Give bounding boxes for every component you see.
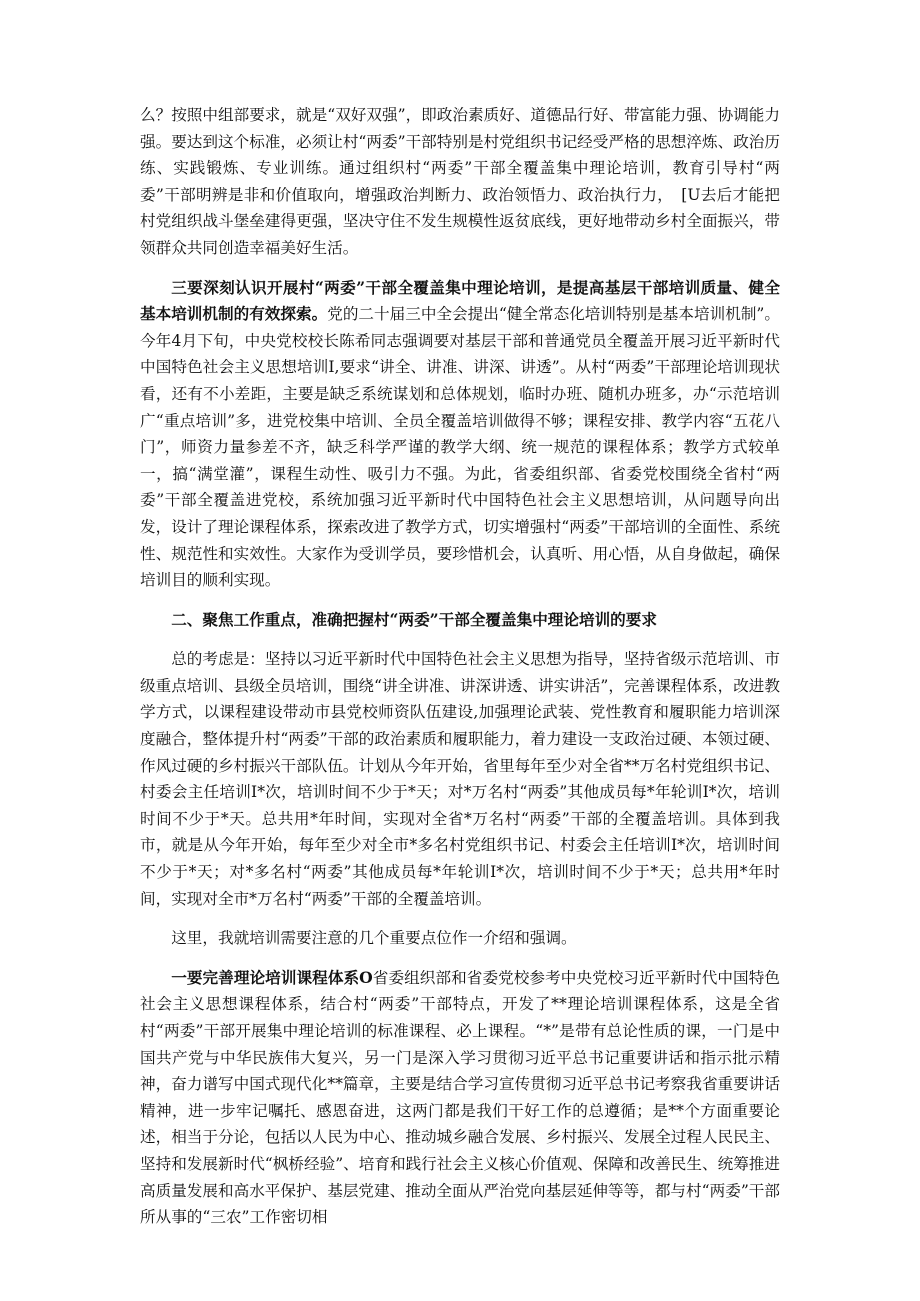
paragraph-text: 总的考虑是：坚持以习近平新时代中国特色社会主义思想为指导，坚持省级示范培训、市级重点培训、县级全员培训，围绕“讲全讲准、讲深讲透、讲实讲活”，完善课程体系，改进教学方式，以课程建设带动市县党校师资队伍建设,加强理论武装、党性教育和履职能力培训深度融合，整体提升村“两委”干部的政治素质和履职能力，着力建设一支政治过硬、本领过硬、作风过硬的乡村振兴干部队伍。计划从今年开始，省里每年至少对全省**万名村党组织书记、村委会主任培训I*次，培训时间不少于*天；对*万名村“两委”其他成员每*年轮训I*次，培训时间不少于*天。总共用*年时间，实现对全省*万名村“两委”干部的全覆盖培训。具体到我市，就是从今年开始，每年至少对全市*多名村党组织书记、村委会主任培训I*次，培训时间不少于*天；对*多名村“两委”其他成员每*年轮训I*次，培训时间不少于*天；总共用*年时间，实现对全市*万名村“两委”干部的全覆盖培训。 bbox=[140, 650, 780, 908]
body-paragraph bbox=[140, 646, 780, 912]
paragraph-text: 这里，我就培训需要注意的几个重要点位作一介绍和强调。 bbox=[171, 929, 577, 948]
paragraph-text: 么？按照中组部要求，就是“双好双强”，即政治素质好、道德品行好、带富能力强、协调能力强。要达到这个标准，必须让村“两委”干部特别是村党组织书记经受严格的思想淬炼、政治历练、实践锻炼、专业训练。通过组织村“两委”干部全覆盖集中理论培训，教育引导村“两委”干部明辨是非和价值取向，增强政治判断力、政治领悟力、政治执行力， [U去后才能把村党组织战斗堡垒建得更强，坚决守住不发生规模性返贫底线，更好地带动乡村全面振兴，带领群众共同创造幸福美好生活。 bbox=[140, 106, 780, 257]
body-paragraph bbox=[140, 275, 780, 594]
section-heading: 二、聚焦工作重点，准确把握村“两委”干部全覆盖集中理论培训的要求 bbox=[171, 609, 657, 629]
paragraph-bold-lead: 一要完善理论培训课程体系O bbox=[171, 967, 373, 987]
paragraph-text: 省委组织部和省委党校参考中央党校习近平新时代中国特色社会主义思想课程体系，结合村“两委”干部特点，开发了**理论培训课程体系，这是全省村“两委”干部开展集中理论培训的标准课程、必上课程。“*”是带有总论性质的课，一门是中国共产党与中华民族伟大复兴，另一门是深入学习贯彻习近平总书记重要讲话和指示批示精神，奋力谱写中国式现代化**篇章，主要是结合学习宣传贯彻习近平总书记考察我省重要讲话精神，进一步牢记嘱托、感恩奋进，这两门都是我们干好工作的总遵循；是**个方面重要论述，相当于分论，包括以人民为中心、推动城乡融合发展、乡村振兴、发展全过程人民民主、坚持和发展新时代“枫桥经验”、培育和践行社会主义核心价值观、保障和改善民生、统筹推进高质量发展和高水平保护、基层党建、推动全面从严治党向基层延伸等等，都与村“两委”干部所从事的“三农”工作密切相 bbox=[140, 968, 780, 1227]
body-paragraph bbox=[140, 925, 780, 952]
body-paragraph bbox=[140, 965, 780, 1231]
body-paragraph bbox=[140, 102, 780, 262]
document-page bbox=[140, 102, 780, 1244]
paragraph-bold-lead: 三要深刻认识开展村“两委”干部全覆盖集中理论培训，是提高基层干部培训质量、健全基本培训机制的有效探索。 bbox=[140, 277, 780, 324]
paragraph-text: 党的二十届三中全会提出“健全常态化培训特别是基本培训机制”。今年4月下旬，中央党校校长陈希同志强调要对基层干部和普通党员全覆盖开展习近平新时代中国特色社会主义思想培训I,要求“讲全、讲准、讲深、讲透”。从村“两委”干部理论培训现状看，还有不小差距，主要是缺乏系统谋划和总体规划，临时办班、随机办班多，办“示范培训广“重点培训”多，进党校集中培训、全员全覆盖培训做得不够；课程安排、教学内容“五花八门”，师资力量参差不齐，缺乏科学严谨的教学大纲、统一规范的课程体系；教学方式较单一，搞“满堂灌”，课程生动性、吸引力不强。为此，省委组织部、省委党校围绕全省村“两委”干部全覆盖进党校，系统加强习近平新时代中国特色社会主义思想培训，从问题导向出发，设计了理论课程体系，探索改进了教学方式，切实增强村“两委”干部培训的全面性、系统性、规范性和实效性。大家作为受训学员，要珍惜机会，认真听、用心悟，从自身做起，确保培训目的顺利实现。 bbox=[140, 305, 780, 590]
